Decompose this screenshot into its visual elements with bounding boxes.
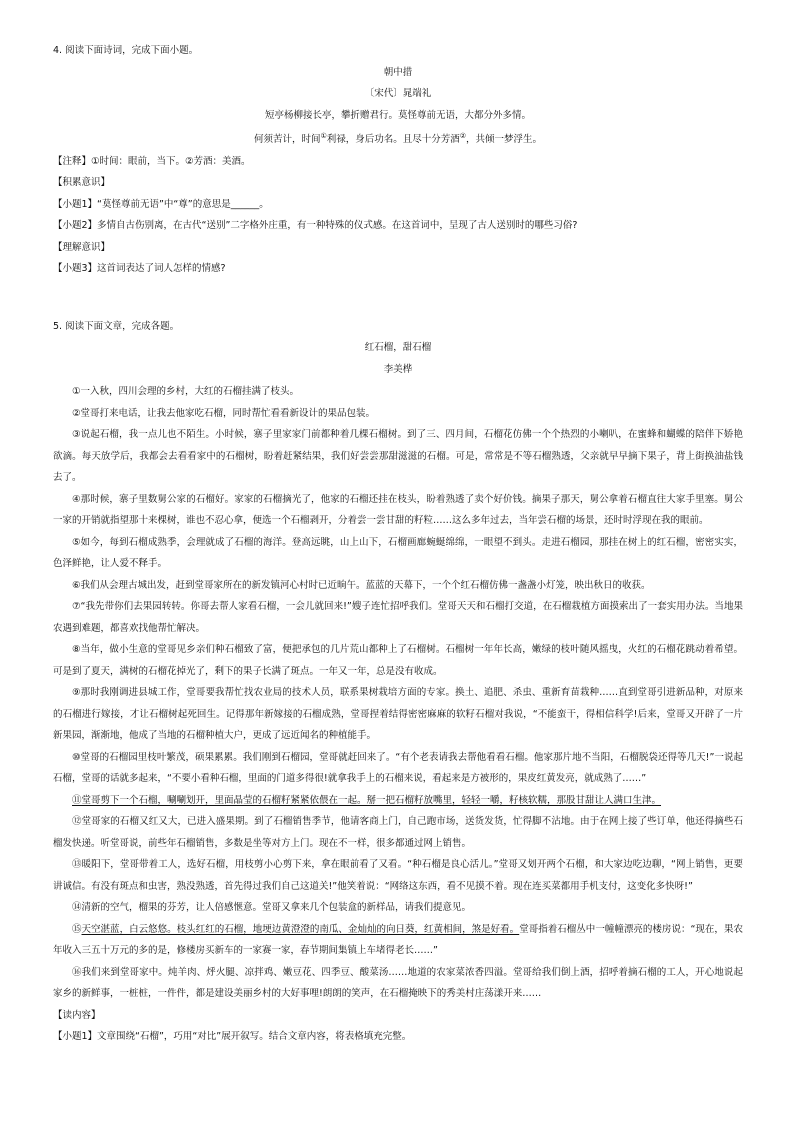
- poem-line-1: 短亭杨柳接长亭，攀折赠君行。莫怪尊前无语，大都分外多情。: [264, 109, 531, 121]
- poem-notes: 【注释】①时间：眼前，当下。②芳酒：美酒。: [53, 155, 251, 167]
- article-paragraph-10: ⑩堂哥的石榴园里枝叶繁茂，硕果累累。我们刚到石榴园，堂哥就赶回来了。“有个老表请我去帮他看看石榴。他家那片地不当阳，石榴脱袋还得等几天!”一说起石榴，堂哥的话就多起来，“不要小看种石榴，里面的门道多得很!就拿我手上的石榴来说，看起来是方被形的，果皮红黄发亮，就成熟了……”: [53, 751, 743, 785]
- article-author: 李美桦: [383, 364, 413, 376]
- paragraph-15-number: ⑮: [72, 923, 82, 935]
- article-paragraph-11: ⑪堂哥剪下一个石榴，唰唰划开，里面晶莹的石榴籽紧紧依偎在一起。掰一把石榴籽放嘴里，轻轻一嚼，籽核软糯，那股甘甜让人满口生津。: [72, 794, 662, 806]
- q4-subquestion-1: 【小题1】“莫怪尊前无语”中“尊”的意思是______。: [53, 198, 269, 210]
- poem-title: 朝中措: [383, 66, 413, 78]
- article-paragraph-14: ⑭清新的空气，榴果的芬芳，让人倍感惬意。堂哥又拿来几个包装盒的新样品，请我们提意见。: [72, 902, 472, 914]
- article-paragraph-6: ⑥我们从会理古城出发，赶到堂哥家所在的新发镇河心村时已近晌午。蓝蓝的天幕下，一个个红石榴仿佛一盏盏小灯笼，映出秋日的收获。: [72, 579, 651, 591]
- poem-line-2-part-b: 利禄，身后功名。且尽十分芳酒: [326, 134, 460, 146]
- article-paragraph-12: ⑫堂哥家的石榴又红又大，已进入盛果期。到了石榴销售季节，他请客商上门，自己跑市场，送货发货，忙得脚不沾地。由于在网上接了些订单，他还得摘些石榴发快递。听堂哥说，前些年石榴销售，多数是坐等对方上门。现在不一样，很多都通过网上销售。: [53, 816, 743, 849]
- poem-author: 〔宋代〕晁端礼: [364, 88, 432, 99]
- poem-line-2-part-a: 何须苦计，时间: [253, 134, 321, 146]
- article-paragraph-2: ②堂哥打来电话，让我去他家吃石榴，同时帮忙看看新设计的果品包装。: [72, 407, 376, 419]
- article-paragraph-1: ①一入秋，四川会理的乡村，大红的石榴挂满了枝头。: [72, 386, 300, 398]
- poem-line-2: [53, 126, 743, 151]
- article-paragraph-4: ④那时候，寨子里数舅公家的石榴好。家家的石榴摘光了，他家的石榴还挂在枝头，盼着熟透了卖个好价钱。摘果子那天，舅公拿着石榴直往大家手里塞。舅公一家的开销就指望那十来棵树，谁也不忍心拿，便选一个石榴剥开，分着尝一尝甘甜的籽粒……这么多年过去，当年尝石榴的场景，还时时浮现在我的眼前。: [53, 493, 743, 527]
- footnote-marker-2: ②: [459, 132, 467, 140]
- section-understanding: 【理解意识】: [53, 241, 111, 253]
- q4-subquestion-3: 【小题3】这首词表达了词人怎样的情感?: [53, 263, 226, 275]
- question-5: [53, 316, 743, 1048]
- poem-line-2-part-c: ，共倾一梦浮生。: [466, 134, 543, 146]
- document-content: [53, 40, 743, 1048]
- article-paragraph-5: ⑤如今，每到石榴成熟季，会理就成了石榴的海洋。登高远眺，山上山下，石榴画廊蜿蜒绵绵，一眼望不到头。走进石榴园，那挂在树上的红石榴，密密实实，色泽鲜艳，让人爱不释手。: [53, 536, 743, 570]
- article-paragraph-16: ⑯我们来到堂哥家中。炖羊肉、烀火腿、凉拌鸡、嫩豆花、四季豆、酸菜汤……地道的农家菜浓香四溢。堂哥给我们倒上酒，招呼着摘石榴的工人，开心地说起家乡的新鲜事，一桩桩，一件件，都是建设美丽乡村的大好事哩!朗朗的笑声，在石榴掩映下的秀美村庄荡漾开来……: [53, 966, 743, 1000]
- q4-subquestion-2: 【小题2】多情自古伤别离，在古代“送别”二字格外庄重，有一种特殊的仪式感。在这首词中，呈现了古人送别时的哪些习俗?: [53, 220, 578, 232]
- article-paragraph-7: ⑦“我先带你们去果园转转。你哥去帮人家看石榴，一会儿就回来!”嫂子连忙招呼我们。堂哥天天和石榴打交道，在石榴栽植方面摸索出了一套实用办法。当地果农遇到难题，都喜欢找他帮忙解决。: [53, 601, 743, 634]
- article-paragraph-15: [53, 919, 743, 962]
- section-reading-content: 【读内容】: [53, 1009, 101, 1021]
- poem-block: [53, 62, 743, 151]
- article-paragraph-3: ③说起石榴，我一点儿也不陌生。小时候，寨子里家家门前都种着几棵石榴树。到了三、四月间，石榴花仿佛一个个热烈的小喇叭，在蜜蜂和蝴蝶的陪伴下娇艳欲滴。每天放学后，我都会去看看家中的石榴树，盼着赶紧结果，我们好尝尝那甜滋滋的石榴。可是，常常是不等石榴熟透，父亲就早早摘下果子，背上街换油盐钱去了。: [53, 429, 743, 484]
- section-accumulation: 【积累意识】: [53, 177, 111, 189]
- article-paragraph-9: ⑨那时我刚调进县城工作，堂哥要我帮忙找农业局的技术人员，联系果树栽培方面的专家。换土、追肥、杀虫、重新育苗栽种……直到堂哥引进新品种，对原来的石榴进行嫁接，才让石榴树起死回生。记得那年新嫁接的石榴成熟，堂哥捏着结得密密麻麻的软籽石榴对我说，“不能蛮干，得相信科学!后来，堂哥又开辟了一片新果园，渐渐地，他成了当地的石榴种植大户，更成了远近闻名的种植能手。: [53, 687, 743, 742]
- article-title: 红石榴，甜石榴: [364, 342, 432, 354]
- q5-heading: 5. 阅读下面文章，完成各题。: [53, 320, 180, 332]
- article-paragraph-13: ⑬暖阳下，堂哥带着工人，选好石榴，用枝剪小心剪下来，拿在眼前看了又看。“种石榴是良心活儿。”堂哥又划开两个石榴，和大家边吃边聊，“网上销售，更要讲诚信。有没有斑点和虫害，熟没熟透，首先得过我们自己这道关!”他笑着说：“网络这东西，看不见摸不着。现在连买菜都用手机支付，这变化多快呀!”: [53, 859, 743, 892]
- paragraph-15-rest: 堂哥指着石榴丛中一幢幢漂亮的楼房说：“现在，果农年收入三五十万元的多的是，修楼房买新车的一家赛一家，春节期间集镇上车堵得老长……”: [53, 923, 743, 957]
- q5-subquestion-1: 【小题1】文章围绕“石榴”，巧用“对比”展开叙写。结合文章内容，将表格填充完整。: [53, 1031, 412, 1043]
- article-paragraph-8: ⑧当年，做小生意的堂哥见乡亲们种石榴致了富，便把承包的几片荒山都种上了石榴树。石榴树一年年长高，嫩绿的枝叶随风摇曳，火红的石榴花跳动着希望。可是到了夏天，满树的石榴花掉光了，剩下的果子长满了斑点。一年又一年，总是没有收成。: [53, 644, 743, 677]
- question-4: [53, 40, 743, 280]
- section-spacer: [53, 280, 743, 316]
- paragraph-15-underlined: 天空湛蓝，白云悠悠。枝头红红的石榴，地埂边黄澄澄的南瓜、金灿灿的向日葵，红黄相间，煞是好看。: [81, 923, 520, 935]
- q4-heading: 4. 阅读下面诗词，完成下面小题。: [53, 45, 199, 56]
- footnote-marker-1: ①: [320, 132, 327, 140]
